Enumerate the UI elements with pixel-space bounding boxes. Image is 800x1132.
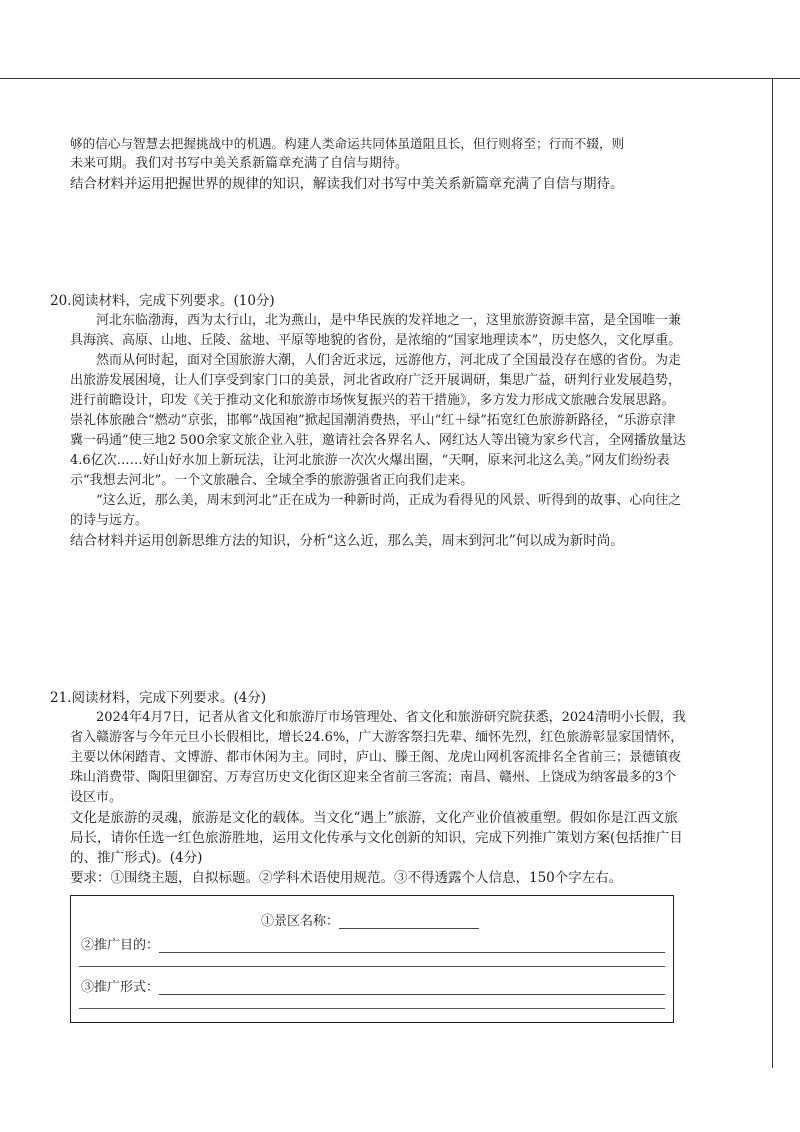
q21-requirements: 要求：①围绕主题，自拟标题。②学科术语使用规范。③不得透露个人信息，150个字左右。 [70,870,623,886]
q20-para-3: “这么近，那么美，周末到河北”正在成为一种新时尚，正成为看得见的风景、听得到的故事、心向往之的诗与远方。 [70,493,682,528]
question-21 [50,688,686,888]
q20-task: 结合材料并运用创新思维方法的知识，分析“这么近，那么美，周末到河北”何以成为新时尚。 [70,533,624,549]
purpose-blank-1[interactable] [159,938,665,953]
scenic-name-label: ①景区名称： [261,914,340,929]
q21-task: 文化是旅游的灵魂，旅游是文化的载体。当文化“遇上”旅游，文化产业价值被重塑。假如你是江西文旅局长，请你任选一红色旅游胜地，运用文化传承与文化创新的知识，完成下列推广策划方案(包括推广目的、推广形式)。(4分) [70,810,683,866]
question-20 [50,291,686,551]
q21-material [50,708,686,888]
q20-para-2: 然而从何时起，面对全国旅游大潮，人们舍近求远，远游他方，河北成了全国最没存在感的省份。为走出旅游发展困境，让人们享受到家门口的美景，河北省政府广泛开展调研，集思广益，研判行业发展趋势，进行前瞻设计，印发《关于推动文化和旅游市场恢复振兴的若干措施》，多方发力形成文旅融合发展思路。崇礼体旅融合“燃动”京张，邯郸“战国袍”掀起国潮消费热，平山“红＋绿”拓宽红色旅游新路径，“乐游京津冀一码通”使三地2 500余家文旅企业入驻，邀请社会各界名人、网红达人等出镜为家乡代言，全网播放量达4.6亿次……好山好水加上新玩法，让河北旅游一次次火爆出圈，“天啊，原来河北这么美。”网友们纷纷表示“我想去河北”。一个文旅融合、全域全季的旅游强省正向我们走来。 [70,353,686,488]
form-label: ③推广形式： [81,980,160,995]
scenic-name-blank[interactable] [339,914,479,929]
purpose-row [81,934,665,953]
form-row [81,976,665,995]
q20-para-1: 河北东临渤海，西为太行山，北为燕山，是中华民族的发祥地之一，这里旅游资源丰富，是全国唯一兼具海滨、高原、山地、丘陵、盆地、平原等地貌的省份，是浓缩的“国家地理读本”，历史悠久，文化厚重。 [70,313,682,348]
purpose-label: ②推广目的： [81,938,160,953]
purpose-blank-2[interactable] [79,966,665,967]
form-blank-2[interactable] [79,1008,665,1009]
scan-top-edge [0,78,800,79]
intro-section [70,134,686,194]
answer-box [70,895,674,1023]
q21-para-1: 2024年4月7日，记者从省文化和旅游厅市场管理处、省文化和旅游研究院获悉，2024清明小长假，我省入赣游客与今年元旦小长假相比，增长24.6%，广大游客祭扫先辈、缅怀先烈，红色旅游彰显家国情怀，主要以休闲踏青、文博游、都市休闲为主。同时，庐山、滕王阁、龙虎山网机客流排名全省前三；景德镇夜珠山消费带、陶阳里御窑、万寿宫历史文化街区迎来全省前三客流；南昌、赣州、上饶成为纳客最多的3个设区市。 [70,710,686,805]
scan-right-edge [772,78,773,1068]
q21-title: 21.阅读材料，完成下列要求。(4分) [50,690,267,706]
intro-line-2: 未来可期。我们对书写中美关系新篇章充满了自信与期待。 [70,156,409,171]
q20-material [50,311,686,551]
q20-title: 20.阅读材料，完成下列要求。(10分) [50,293,275,309]
form-blank-1[interactable] [159,980,665,995]
intro-line-1: 够的信心与智慧去把握挑战中的机遇。构建人类命运共同体虽道阻且长，但行则将至；行而不辍，则 [70,136,625,151]
scenic-name-row [261,910,479,929]
intro-task: 结合材料并运用把握世界的规律的知识，解读我们对书写中美关系新篇章充满了自信与期待。 [70,176,624,192]
